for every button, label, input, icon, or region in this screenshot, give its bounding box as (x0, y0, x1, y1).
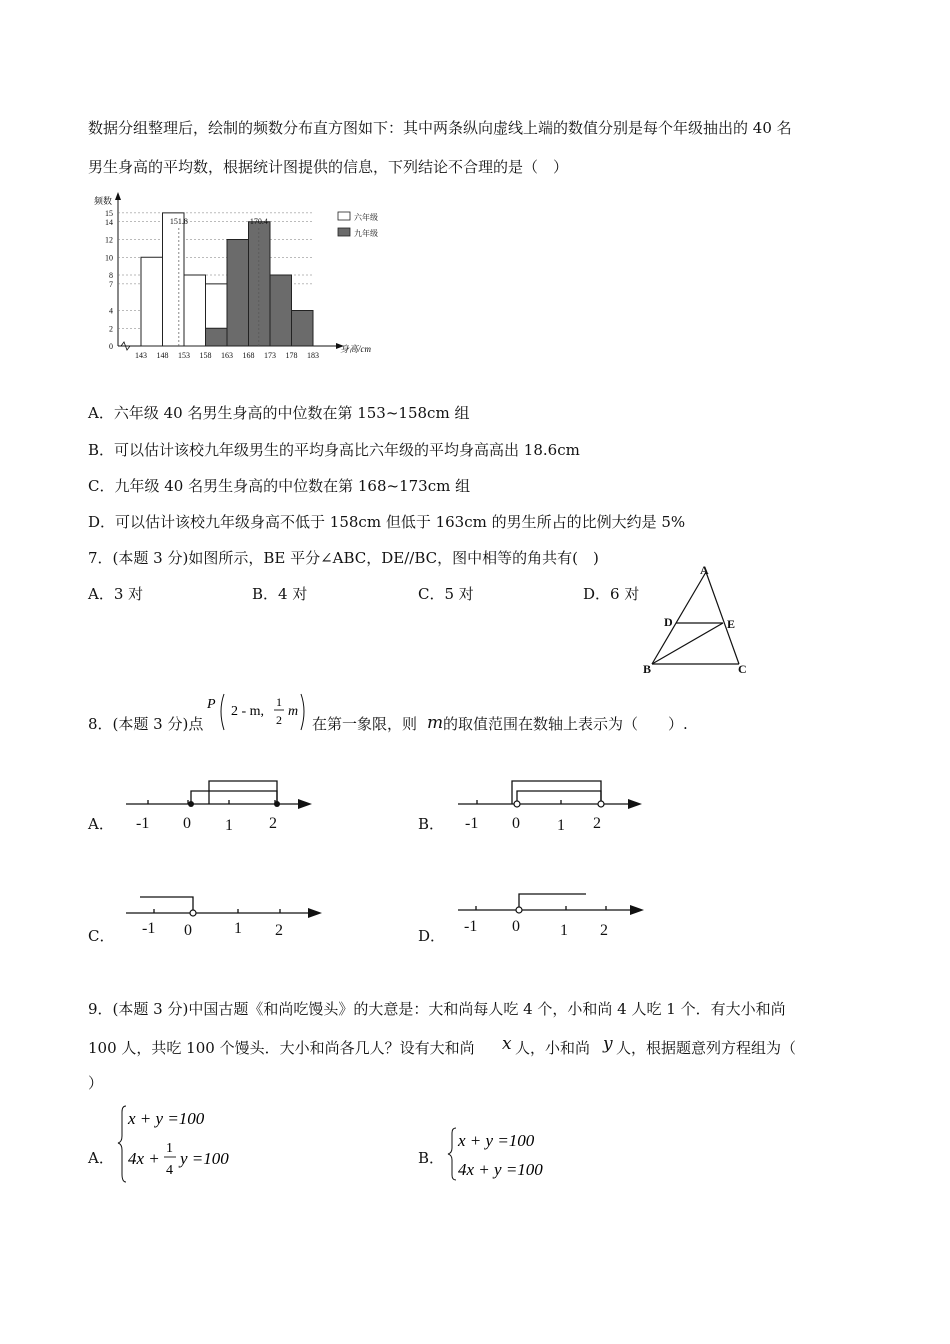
q9-label-a: A． (88, 1149, 114, 1167)
q6-option-b: B．可以估计该校九年级男生的平均身高比六年级的平均身高高出 18.6cm (88, 441, 580, 459)
q8-stem-prefix: 8．(本题 3 分)点 (88, 715, 204, 733)
tick-label: 0 (184, 922, 192, 939)
q9-b-eq1: x + y =100 (458, 1131, 535, 1150)
y-axis-label: 频数 (94, 196, 113, 206)
y-tick-label: 8 (109, 271, 113, 280)
legend-label: 九年级 (354, 229, 378, 238)
q9-line-1: 9．(本题 3 分)中国古题《和尚吃馒头》的大意是：大和尚每人吃 4 个，小和尚 4 人吃 1 个．有大小和尚 (88, 1000, 786, 1018)
y-tick-label: 15 (105, 208, 113, 218)
mean-label: 151.8 (169, 217, 188, 226)
tick-label: 0 (183, 815, 191, 832)
histogram-bar (206, 328, 228, 346)
x-tick-label: 153 (178, 351, 190, 360)
number-line-a (118, 772, 318, 837)
q8-stem-suffix: 在第一象限，则 (312, 715, 418, 733)
q8-label-a: A． (88, 815, 114, 833)
point-b-label: B (643, 662, 652, 676)
histogram-bar (163, 213, 185, 346)
q8-point-expression (205, 688, 310, 734)
q7-option-d: D．6 对 (583, 585, 640, 603)
q8-stem-var: m (427, 713, 444, 733)
q7-option-b: B．4 对 (252, 585, 308, 603)
number-line-b (450, 772, 650, 837)
triangle-figure (640, 560, 760, 680)
legend-label: 六年级 (354, 213, 378, 222)
q9-system-b (446, 1124, 576, 1184)
q6-option-d: D．可以估计该校九年级身高不低于 158cm 但低于 163cm 的男生所占的比例大约是 5% (88, 513, 686, 531)
point-p: P (207, 697, 216, 712)
number-line-c (118, 885, 328, 945)
y-tick-label: 4 (109, 306, 113, 316)
y-tick-label: 7 (109, 279, 113, 289)
q9-a-frac-num: 1 (166, 1141, 173, 1156)
q8-label-d: D． (418, 927, 446, 945)
x-tick-label: 178 (285, 351, 298, 360)
tick-label: -1 (464, 918, 478, 935)
q8-frac-num: 1 (276, 695, 282, 709)
histogram-chart (88, 190, 388, 365)
q6-option-c: C．九年级 40 名男生身高的中位数在第 168~173cm 组 (88, 477, 471, 495)
x-tick-label: 163 (221, 351, 233, 360)
q9-a-frac-den: 4 (166, 1163, 173, 1178)
q9-b-eq2: 4x + y =100 (458, 1160, 543, 1179)
histogram-bar (249, 222, 271, 346)
x-tick-label: 173 (264, 351, 276, 360)
y-axis-arrow (115, 192, 121, 200)
point-e-label: E (727, 617, 736, 631)
point-c-label: C (738, 662, 747, 676)
x-tick-label: 158 (199, 351, 212, 360)
tick-label: 1 (557, 817, 565, 834)
intro-line-2: 男生身高的平均数，根据统计图提供的信息，下列结论不合理的是（ ） (88, 158, 569, 176)
q8-expr-1: 2 - m, (231, 704, 265, 719)
q9-line-2a: 100 人，共吃 100 个馒头．大小和尚各几人？设有大和尚 (88, 1039, 475, 1057)
y-tick-label: 10 (105, 253, 113, 263)
q9-a-eq2b: y =100 (180, 1149, 229, 1168)
q7-stem: 7．(本题 3 分)如图所示，BE 平分∠ABC，DE//BC，图中相等的角共有( ) (88, 549, 599, 567)
tick-label: 2 (600, 922, 608, 939)
q9-a-eq1: x + y =100 (128, 1109, 205, 1128)
histogram-bar (184, 275, 206, 346)
y-tick-label: 0 (109, 342, 113, 351)
x-tick-label: 168 (242, 351, 255, 360)
q9-line-2c: 人，根据题意列方程组为（ (616, 1039, 797, 1057)
q8-frac-den: 2 (276, 713, 282, 727)
q8-stem-end: 的取值范围在数轴上表示为（ ）. (443, 715, 688, 733)
q9-var-y: y (603, 1034, 613, 1054)
tick-label: 0 (512, 815, 520, 832)
q9-a-eq2a: 4x + (128, 1149, 160, 1168)
y-tick-label: 14 (105, 217, 113, 227)
histogram-bar (141, 257, 163, 346)
q9-line-2b: 人，小和尚 (515, 1039, 591, 1057)
tick-label: -1 (142, 920, 156, 937)
point-d-label: D (664, 615, 673, 629)
intro-line-1: 数据分组整理后，绘制的频数分布直方图如下：其中两条纵向虚线上端的数值分别是每个年级抽出的 40 名 (88, 119, 792, 137)
tick-label: 2 (593, 815, 601, 832)
q9-var-x: x (502, 1034, 512, 1054)
q7-option-a: A．3 对 (88, 585, 144, 603)
x-tick-label: 183 (307, 351, 319, 360)
q8-label-c: C． (88, 927, 115, 945)
histogram-bar (270, 275, 292, 346)
y-tick-label: 2 (109, 324, 113, 334)
tick-label: 2 (275, 922, 283, 939)
q7-option-c: C．5 对 (418, 585, 474, 603)
q9-system-a (116, 1100, 266, 1186)
number-line-d (450, 885, 650, 945)
tick-label: 1 (225, 817, 233, 834)
q8-label-b: B． (418, 815, 445, 833)
legend-swatch (338, 228, 350, 236)
histogram-bar (292, 311, 314, 347)
x-tick-label: 148 (156, 351, 169, 360)
mean-label: 170.4 (249, 217, 268, 226)
y-tick-label: 12 (105, 235, 113, 245)
histogram-bar (227, 240, 249, 347)
tick-label: 1 (234, 920, 242, 937)
tick-label: 1 (560, 922, 568, 939)
legend-swatch (338, 212, 350, 220)
q9-label-b: B． (418, 1149, 445, 1167)
x-tick-label: 143 (135, 351, 147, 360)
q9-line-3: ） (88, 1074, 104, 1092)
tick-label: 0 (512, 918, 520, 935)
tick-label: -1 (136, 815, 150, 832)
x-axis-label: 身高/cm (340, 344, 371, 354)
q8-expr-2: m (288, 704, 299, 719)
tick-label: 2 (269, 815, 277, 832)
tick-label: -1 (465, 815, 479, 832)
q6-option-a: A．六年级 40 名男生身高的中位数在第 153~158cm 组 (88, 404, 470, 422)
point-a-label: A (700, 563, 709, 577)
